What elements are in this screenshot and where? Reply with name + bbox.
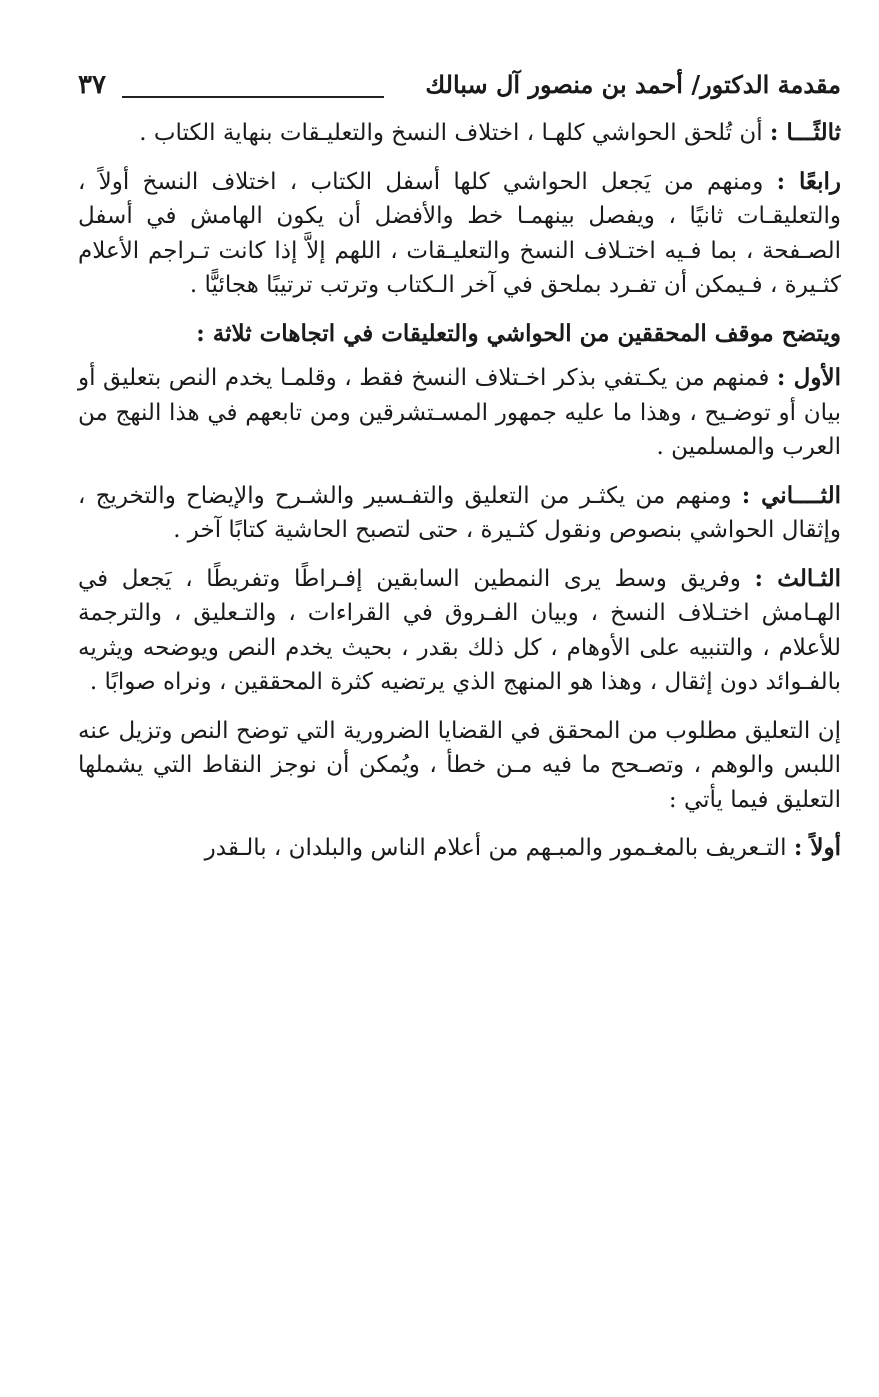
closing-paragraph: إن التعليق مطلوب من المحقق في القضايا الضرورية التي توضح النص وتزيل عنه اللبس والوهم ، وتصـحح ما فيه مـن خطأ ، ويُمكن أن نوجز النقاط التي يشملها التعليق فيما يأتي : bbox=[78, 717, 841, 813]
approach-lead: الثــــاني : bbox=[741, 481, 842, 509]
approach-third bbox=[78, 562, 841, 700]
last-item-lead: أولاً : bbox=[793, 834, 841, 861]
header-title: مقدمة الدكتور/ أحمد بن منصور آل سبالك bbox=[425, 70, 841, 99]
page-number: ٣٧ bbox=[78, 70, 106, 100]
paragraph-text: ومنهم من يَجعل الحواشي كلها أسفل الكتاب ، اختلاف النسخ أولاً ، والتعليقـات ثانيًا ، ويفصل بينهمـا خط والأفضل أن يكون الهامش في أسفل الصـفحة ، بما فـيه اختـلاف النسخ والتعليـقات ، اللهم إلاَّ إذا كانت تـراجم الأعلام كثـيرة ، فـيمكن أن تفـرد بملحق في آخر الـكتاب وترتب ترتيبًا هجائيًّا . bbox=[78, 168, 841, 298]
approach-lead: الثـالث : bbox=[754, 564, 841, 592]
paragraph-text: أن تُلحق الحواشي كلهـا ، اختلاف النسخ والتعليـقات بنهاية الكتاب . bbox=[139, 120, 770, 146]
approach-text: وفريق وسط يرى النمطين السابقين إفـراطًا وتفريطًا ، يَجعل في الهـامش اختـلاف النسخ ، وبيان الفـروق في القراءات ، والتـعليق ، والترجمة للأعلام ، والتنبيه على الأوهام ، كل ذلك بقدر ، بحيث يخدم النص ويوضحه ويثريه بالفـوائد دون إثقال ، وهذا هو المنهج الذي يرتضيه كثرة المحققين ، ونراه صوابًا . bbox=[78, 565, 841, 695]
running-header bbox=[78, 70, 841, 116]
paragraph-lead: رابعًا : bbox=[776, 167, 841, 195]
last-item bbox=[78, 831, 841, 866]
section-heading: ويتضح موقف المحققين من الحواشي والتعليقات في اتجاهات ثلاثة : bbox=[196, 319, 841, 347]
header-rule bbox=[122, 96, 384, 98]
approach-lead: الأول : bbox=[776, 364, 841, 391]
paragraph-fourth bbox=[78, 165, 841, 303]
approach-first bbox=[78, 361, 841, 465]
paragraph-third bbox=[78, 116, 841, 151]
last-item-text: التـعريف بالمغـمور والمبـهم من أعلام الناس والبلدان ، بالـقدر bbox=[204, 835, 794, 861]
paragraph-lead: ثالثًـــا : bbox=[769, 119, 841, 146]
approach-text: فمنهم من يكـتفي بذكر اخـتلاف النسخ فقط ، وقلمـا يخدم النص بتعليق أو بيان أو توضـيح ، وهذا ما عليه جمهور المسـتشرقين ومن تابعهم في هذا النهج من العرب والمسلمين . bbox=[78, 365, 841, 460]
page-body bbox=[78, 116, 841, 866]
approach-second bbox=[78, 479, 841, 548]
approach-text: ومنهم من يكثـر من التعليق والتفـسير والشـرح والإيضاح والتخريج ، وإثقال الحواشي بنصوص ونقول كثـيرة ، حتى لتصبح الحاشية كتابًا آخر . bbox=[78, 482, 841, 543]
